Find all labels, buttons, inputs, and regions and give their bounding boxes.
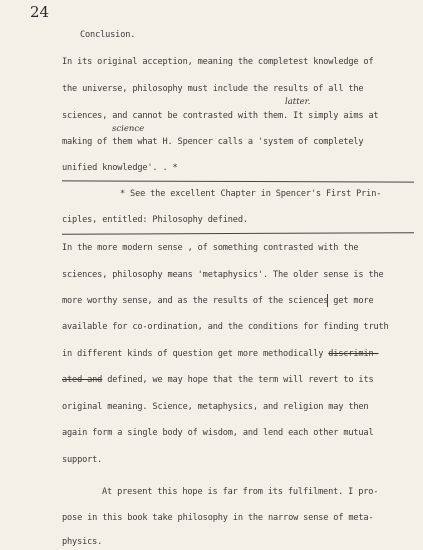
para2-line-6 [62,375,374,386]
para1-line-5: unified knowledge'. . * [62,163,178,173]
footnote-line-2: ciples, entitled: Philosophy defined. [62,215,248,225]
page-number: 24 [30,3,50,21]
para1-line-1: In its original acception, meaning the completest knowledge of [62,57,374,67]
para1-line-2: the universe, philosophy must include the results of all the [62,84,364,94]
footnote-rule-bottom [62,232,414,235]
para2-line-2: sciences, philosophy means 'metaphysics'. The older sense is the [62,270,384,280]
para2-line-5-text: in different kinds of question get more methodically [62,349,324,359]
handwritten-insert-latter: latter. [285,97,311,107]
para2-line-3: more worthy sense, and as the results of the sciences get more [62,296,374,306]
para1-line-4: making of them what H. Spencer calls a 'system of completely [62,137,364,147]
footnote-line-1: * See the excellent Chapter in Spencer's First Prin- [120,189,382,199]
footnote-rule-top [62,180,414,182]
struck-discrimin: discrimin- [328,349,379,359]
handwritten-insert-science: science [112,124,145,134]
para2-line-9: support. [62,455,103,465]
para3-line-2: pose in this book take philosophy in the narrow sense of meta- [62,513,374,523]
para2-line-1: In the more modern sense , of something contrasted with the [62,243,359,253]
para3-line-3: physics. [62,537,103,547]
struck-ated-and: ated and [62,375,103,385]
para2-line-7: original meaning. Science, metaphysics, and religion may then [62,402,369,412]
insertion-caret [327,294,328,307]
para2-line-5 [62,349,379,360]
section-heading: Conclusion. [80,30,136,40]
para2-line-6-text: defined, we may hope that the term will revert to its [107,375,374,385]
para2-line-4: available for co-ordination, and the conditions for finding truth [62,322,389,332]
para1-line-3: sciences, and cannot be contrasted with them. It simply aims at [62,111,379,121]
para3-line-1: At present this hope is far from its fulfilment. I pro- [102,487,379,497]
para2-line-8: again form a single body of wisdom, and lend each other mutual [62,428,374,438]
